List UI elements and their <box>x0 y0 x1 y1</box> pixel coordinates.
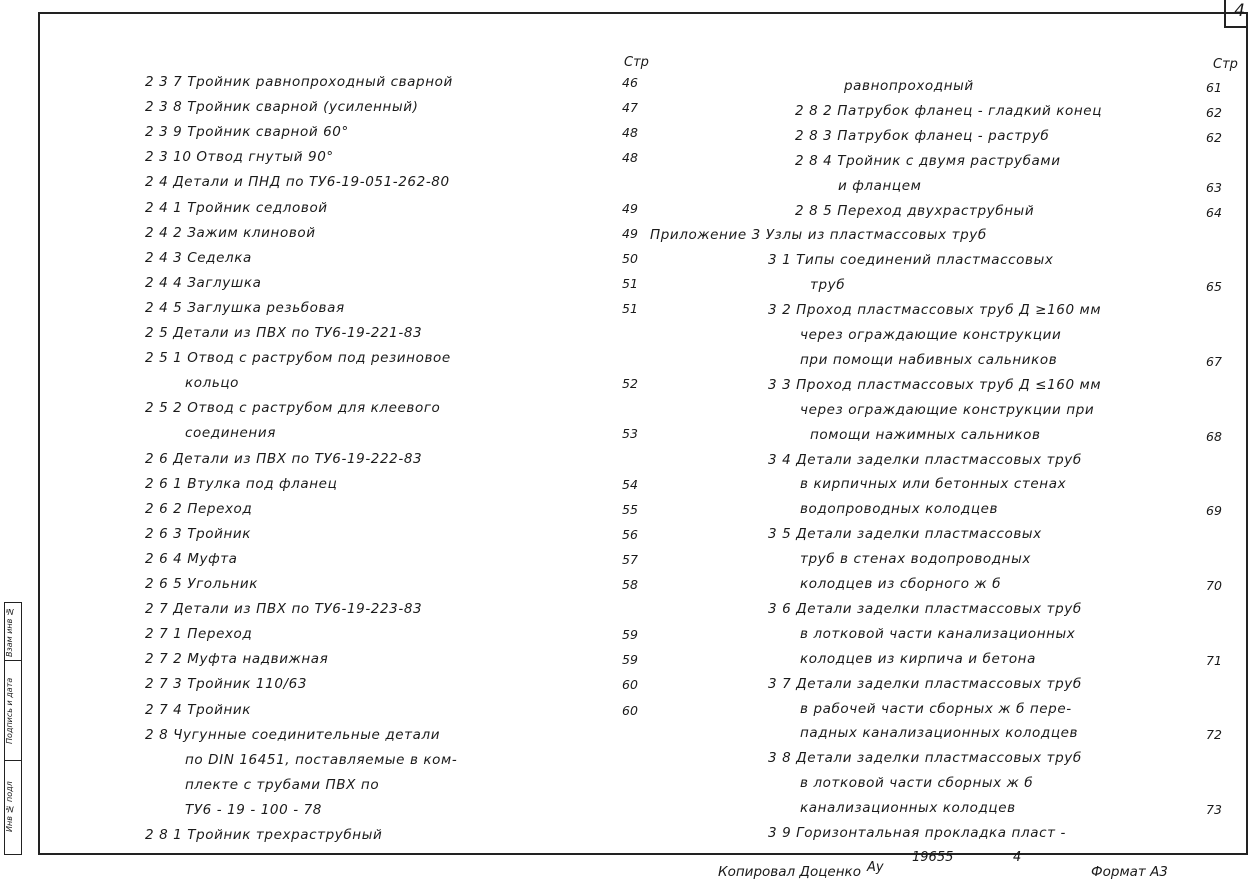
contents-entry: 2 7 3 Тройник 110/63 <box>145 676 308 693</box>
footer-sheet: 4 <box>1013 850 1022 865</box>
contents-entry-page: 67 <box>1206 353 1222 369</box>
contents-entry: 2 4 Детали и ПНД по ТУ6-19-051-262-80 <box>145 174 450 191</box>
contents-entry: падных канализационных колодцев <box>800 725 1079 742</box>
contents-entry: 2 4 1 Тройник седловой <box>145 199 328 216</box>
contents-entry: 3 6 Детали заделки пластмассовых труб <box>768 600 1082 617</box>
contents-entry: ТУ6 - 19 - 100 - 78 <box>185 801 322 818</box>
contents-entry-page: 53 <box>622 426 638 442</box>
contents-entry-page: 48 <box>622 150 638 166</box>
contents-entry: 2 7 1 Переход <box>145 626 253 643</box>
footer-signature: Ау <box>867 860 884 875</box>
contents-entry: 2 3 8 Тройник сварной (усиленный) <box>145 99 419 116</box>
contents-entry: 2 3 7 Тройник равнопроходный сварной <box>145 74 453 90</box>
contents-entry: 3 7 Детали заделки пластмассовых труб <box>768 675 1082 692</box>
contents-entry-page: 48 <box>622 125 638 141</box>
stamp-replace-label: Взам инв № <box>5 607 14 657</box>
contents-entry: 2 8 Чугунные соединительные детали <box>145 726 441 743</box>
contents-entry-page: 49 <box>622 200 638 216</box>
contents-entry: 2 6 Детали из ПВХ по ТУ6-19-222-83 <box>145 450 423 467</box>
contents-entry: 2 7 2 Муфта надвижная <box>145 651 329 668</box>
contents-entry-page: 51 <box>622 300 638 316</box>
contents-entry: 2 3 10 Отвод гнутый 90° <box>145 149 334 166</box>
contents-entry: водопроводных колодцев <box>800 501 999 518</box>
contents-entry: и фланцем <box>838 177 922 194</box>
contents-entry: 2 5 1 Отвод с раструбом под резиновое <box>145 350 451 367</box>
contents-entry-page: 49 <box>622 225 638 241</box>
stamp-cell-signature <box>5 661 21 761</box>
contents-entry: через ограждающие конструкции при <box>800 401 1095 418</box>
contents-entry-page: 60 <box>622 677 638 693</box>
contents-entry-page: 72 <box>1206 727 1222 743</box>
footer-doc-number: 19655 <box>912 850 954 865</box>
stamp-sidebar <box>4 602 22 855</box>
contents-entry-page: 62 <box>1206 104 1222 120</box>
footer-format: Формат А3 <box>1091 864 1168 880</box>
contents-entry-page: 47 <box>622 100 638 116</box>
contents-entry-page: 55 <box>622 501 638 517</box>
contents-entry: 3 5 Детали заделки пластмассовых <box>768 526 1042 543</box>
contents-entry: 2 8 1 Тройник трехраструбный <box>145 827 383 843</box>
stamp-inventory-label: Инв № подл <box>5 781 14 833</box>
contents-entry: по DIN 16451, поставляемые в ком- <box>185 751 458 768</box>
contents-entry: 2 8 5 Переход двухраструбный <box>795 202 1035 219</box>
contents-entry: 3 1 Типы соединений пластмассовых <box>768 252 1054 269</box>
contents-entry: в лотковой части сборных ж б <box>800 775 1034 792</box>
contents-entry-page: 63 <box>1206 179 1222 195</box>
contents-entry-page: 50 <box>622 250 638 266</box>
contents-entry: 3 8 Детали заделки пластмассовых труб <box>768 750 1082 767</box>
stamp-signature-label: Подпись и дата <box>5 677 14 745</box>
contents-entry: 2 6 4 Муфта <box>145 550 238 567</box>
contents-entry-page: 52 <box>622 376 638 392</box>
contents-entry-page: 69 <box>1206 503 1222 519</box>
contents-entry-page: 59 <box>622 652 638 668</box>
contents-entry: Приложение 3 Узлы из пластмассовых труб <box>650 227 987 244</box>
contents-entry: 2 8 3 Патрубок фланец - раструб <box>795 127 1050 144</box>
contents-entry: соединения <box>185 425 276 442</box>
contents-entry: 3 4 Детали заделки пластмассовых труб <box>768 451 1082 468</box>
contents-entry: через ограждающие конструкции <box>800 327 1062 343</box>
contents-entry-page: 71 <box>1206 652 1222 668</box>
contents-entry: 2 8 4 Тройник с двумя раструбами <box>795 152 1061 169</box>
contents-entry: помощи нажимных сальников <box>810 426 1041 443</box>
contents-entry-page: 60 <box>622 702 638 718</box>
contents-entry: 2 6 1 Втулка под фланец <box>145 475 338 492</box>
contents-entry: колодцев из кирпича и бетона <box>800 650 1036 667</box>
contents-entry: труб в стенах водопроводных <box>800 551 1031 568</box>
contents-entry-page: 62 <box>1206 129 1222 145</box>
contents-entry: 2 5 2 Отвод с раструбом для клеевого <box>145 400 441 417</box>
contents-entry-page: 58 <box>622 577 638 592</box>
contents-entry: при помощи набивных сальников <box>800 351 1058 368</box>
contents-entry-page: 46 <box>622 75 638 90</box>
contents-entry: труб <box>810 277 846 294</box>
page-number: 4 <box>1234 1 1245 21</box>
contents-entry: 2 8 2 Патрубок фланец - гладкий конец <box>795 102 1102 119</box>
contents-entry-page: 68 <box>1206 428 1222 444</box>
stamp-cell-replace <box>5 603 21 661</box>
contents-entry: 2 4 5 Заглушка резьбовая <box>145 299 345 316</box>
contents-entry-page: 61 <box>1206 80 1222 95</box>
left-page-column-header: Стр <box>624 55 649 70</box>
stamp-cell-inventory <box>5 761 21 853</box>
contents-entry: в лотковой части канализационных <box>800 625 1076 642</box>
contents-entry: равнопроходный <box>844 78 974 94</box>
contents-entry: 3 9 Горизонтальная прокладка пласт - <box>768 825 1066 841</box>
contents-entry: 2 6 5 Угольник <box>145 576 258 592</box>
contents-entry: 2 4 3 Седелка <box>145 249 252 266</box>
contents-entry-page: 51 <box>622 275 638 291</box>
contents-entry-page: 59 <box>622 627 638 643</box>
contents-entry: кольцо <box>185 375 240 392</box>
contents-entry: 3 3 Проход пластмассовых труб Д ≤160 мм <box>768 376 1102 393</box>
contents-entry: 2 4 4 Заглушка <box>145 274 262 291</box>
contents-entry-page: 57 <box>622 551 638 567</box>
contents-entry: канализационных колодцев <box>800 800 1016 817</box>
contents-entry: колодцев из сборного ж б <box>800 576 1002 592</box>
contents-entry: 2 3 9 Тройник сварной 60° <box>145 124 349 141</box>
contents-entry-page: 56 <box>622 526 638 542</box>
contents-entry: в рабочей части сборных ж б пере- <box>800 700 1072 717</box>
contents-entry: 2 5 Детали из ПВХ по ТУ6-19-221-83 <box>145 325 423 341</box>
contents-entry-page: 64 <box>1206 204 1222 220</box>
contents-entry-page: 70 <box>1206 578 1222 593</box>
contents-entry: 2 7 4 Тройник <box>145 701 252 718</box>
contents-entry: в кирпичных или бетонных стенах <box>800 476 1067 493</box>
right-page-column-header: Стр <box>1213 57 1238 72</box>
contents-entry: плекте с трубами ПВХ по <box>185 776 380 793</box>
contents-entry: 2 4 2 Зажим клиновой <box>145 224 316 241</box>
footer-copied-by: Копировал Доценко <box>718 864 861 880</box>
contents-entry-page: 73 <box>1206 802 1222 818</box>
contents-entry: 2 6 2 Переход <box>145 500 253 517</box>
contents-entry: 2 6 3 Тройник <box>145 525 252 542</box>
contents-entry-page: 54 <box>622 476 638 492</box>
contents-entry: 3 2 Проход пластмассовых труб Д ≥160 мм <box>768 302 1102 319</box>
contents-entry: 2 7 Детали из ПВХ по ТУ6-19-223-83 <box>145 601 423 618</box>
contents-entry-page: 65 <box>1206 279 1222 295</box>
